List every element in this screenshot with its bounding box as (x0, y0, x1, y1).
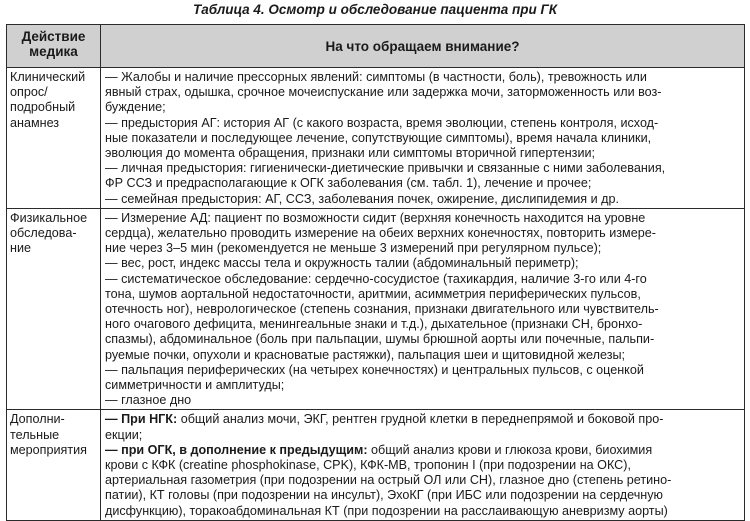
detail-line: — Жалобы и наличие прессорных явлений: симптомы (в частности, боль), тревожность или (105, 70, 647, 84)
detail-line: руемые почки, опухоли и красноватые растяжки), пальпация шеи и щитовидной железы; (105, 347, 626, 362)
detail-line: — Измерение АД: пациент по возможности сидит (верхняя конечность находится на уровне (105, 210, 646, 225)
detail-line: — семейная предыстория: АГ, ССЗ, заболевания почек, ожирение, дислипидемия и др. (105, 191, 619, 206)
ngk-text: общий анализ мочи, ЭКГ, рентген грудной клетки в переднепрямой и боковой про- (177, 412, 664, 427)
row-action (7, 410, 101, 520)
ogk-label: — при ОГК, в дополнение к предыдущим: (105, 442, 368, 457)
action-line: тельные (10, 427, 60, 442)
header-attention: На что обращаем внимание? (101, 25, 745, 68)
detail-line: эволюция до момента обращения, признаки или симптомы вторичной гипертензии; (105, 146, 596, 161)
action-line: Дополни- (10, 412, 65, 427)
detail-line: — пальпация периферических (на четырех конечностях) и центральных пульсов, с оценкой (105, 362, 644, 377)
action-line: опрос/ (10, 85, 48, 100)
detail-line: — личная предыстория: гигиенически-диетические привычки и связанные с ними заболевания, (105, 161, 666, 176)
detail-line: — предыстория АГ: история АГ (с какого возраста, время эволюции, степень контроля, исход- (105, 115, 659, 130)
header-action (7, 25, 101, 68)
detail-line: — вес, рост, индекс массы тела и окружность талии (абдоминальный периметр); (105, 256, 579, 271)
header-action-line: Действие (21, 29, 86, 44)
table-header-row (7, 25, 745, 68)
row-action (7, 208, 101, 410)
exam-table (6, 24, 745, 521)
detail-line: буждение; (105, 100, 166, 115)
header-action-line: медика (29, 44, 78, 59)
table-row (7, 410, 745, 520)
detail-line: ФР ССЗ и предрасполагающие к ОГК заболевания (см. табл. 1), лечение и прочее; (105, 176, 592, 191)
table-row (7, 68, 745, 209)
action-line: Физикальное (10, 210, 88, 225)
action-line: обследова- (10, 226, 77, 241)
row-details (101, 208, 745, 410)
detail-line: дисфункцию), торакоабдоминальная КТ (при подозрении на расслаивающую аневризму аорты) (105, 503, 668, 518)
action-line: Клинический (10, 70, 86, 84)
action-line: подробный (10, 100, 76, 115)
detail-line (105, 443, 741, 458)
table-row (7, 208, 745, 410)
detail-line (105, 412, 741, 427)
detail-line: отечность ног), неврологическое (степень сознания, признаки двигательного или чувствитель- (105, 302, 659, 317)
action-line: ние (10, 241, 31, 256)
action-line: мероприятия (10, 442, 87, 457)
row-action (7, 68, 101, 209)
detail-line: спазмы), абдоминальное (боль при пальпации, шумы брюшной аорты или почечные, пальпи- (105, 332, 655, 347)
detail-line: сердца), желательно проводить измерение на обеих верхних конечностях, повторить измере- (105, 226, 656, 241)
detail-line: екции; (105, 427, 143, 442)
ogk-text: общий анализ крови и глюкоза крови, биохимия (367, 442, 653, 457)
detail-line: явный страх, одышка, срочное мочеиспускание или задержка мочи, заторможенность или воз- (105, 85, 662, 100)
detail-line: патии), КТ головы (при подозрении на инсульт), ЭхоКГ (при ИБС или подозрении на сердечную (105, 488, 663, 503)
detail-line: крови с КФК (creatine phosphokinase, CPK), КФК-МВ, тропонин I (при подозрении на ОКС), (105, 458, 631, 473)
detail-line: — систематическое обследование: сердечно-сосудистое (тахикардия, наличие 3-го или 4-го (105, 271, 647, 286)
detail-line: ного очагового дефицита, менингеальные знаки и т.д.), дыхательное (признаки СН, бронхо- (105, 317, 643, 332)
detail-line: ние через 3–5 мин (рекомендуется не меньше 3 измерений при регулярном пульсе); (105, 241, 602, 256)
row-details (101, 68, 745, 209)
table-caption: Таблица 4. Осмотр и обследование пациента при ГК (192, 2, 558, 17)
ngk-label: — При НГК: (105, 412, 178, 427)
detail-line: артериальная газометрия (при подозрении на острый ОЛ или СН), глазное дно (степень ретино- (105, 473, 672, 488)
action-line: анамнез (10, 115, 60, 130)
detail-line: — глазное дно (105, 393, 192, 408)
detail-line: симметричности и амплитуды; (105, 378, 285, 393)
detail-line: тона, шумов аортальной недостаточности, аритмии, асимметрия периферических пульсов, (105, 286, 641, 301)
detail-line: ные показатели и последующее лечение, сопутствующие симптомы), время начала клиники, (105, 130, 652, 145)
row-details (101, 410, 745, 520)
